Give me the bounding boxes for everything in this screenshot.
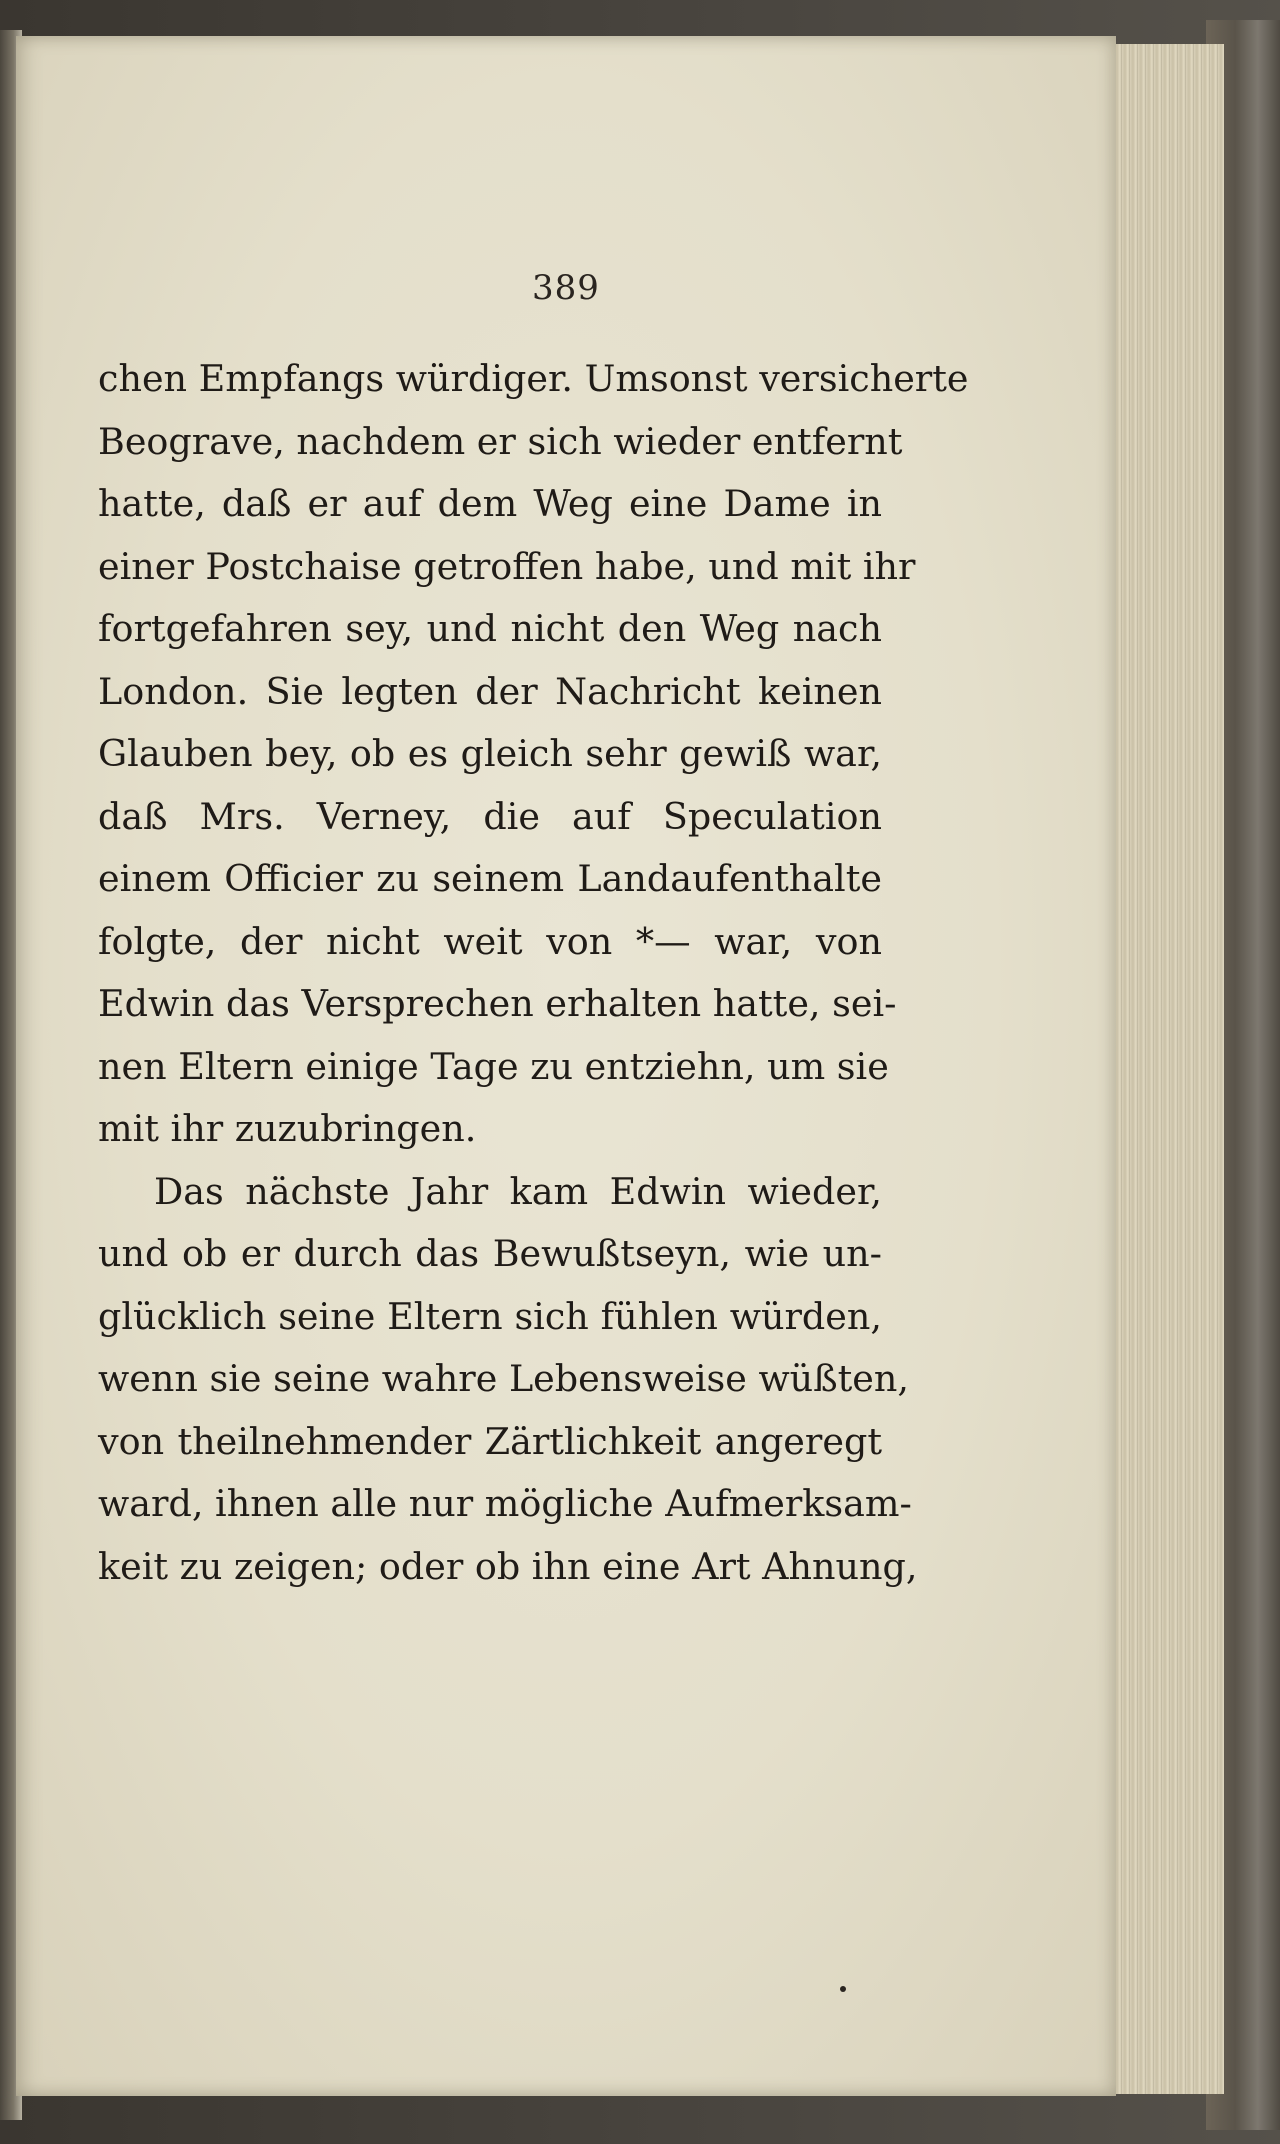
text-line: einer Postchaise getroffen habe, und mit ihr bbox=[98, 544, 916, 588]
page-stack-edges bbox=[1112, 44, 1224, 2094]
book-page bbox=[16, 36, 1116, 2096]
text-line: Das nächste Jahr kam Edwin wieder, bbox=[154, 1169, 882, 1213]
text-line: Edwin das Versprechen erhalten hatte, sei- bbox=[98, 982, 897, 1025]
text-line: daß Mrs. Verney, die auf Speculation bbox=[98, 794, 882, 838]
text-line: von theilnehmender Zärtlichkeit angeregt bbox=[98, 1419, 882, 1463]
text-line: hatte, daß er auf dem Weg eine Dame in bbox=[98, 482, 882, 525]
ink-speck bbox=[840, 1986, 846, 1992]
page-number: 389 bbox=[532, 268, 600, 308]
text-line: fortgefahren sey, und nicht den Weg nach bbox=[98, 607, 882, 650]
text-line: und ob er durch das Bewußtseyn, wie un- bbox=[98, 1232, 882, 1275]
text-line: wenn sie seine wahre Lebensweise wüßten, bbox=[98, 1357, 909, 1400]
text-line: Glauben bey, ob es gleich sehr gewiß war, bbox=[98, 732, 882, 775]
text-line: mit ihr zuzubringen. bbox=[98, 1107, 477, 1150]
text-line: nen Eltern einige Tage zu entziehn, um sie bbox=[98, 1044, 889, 1088]
text-line: Beograve, nachdem er sich wieder entfernt bbox=[98, 419, 903, 463]
paragraph bbox=[98, 348, 969, 1161]
text-line: glücklich seine Eltern sich fühlen würden, bbox=[98, 1294, 882, 1338]
text-line: London. Sie legten der Nachricht keinen bbox=[98, 669, 882, 713]
text-line: ward, ihnen alle nur mögliche Aufmerksam- bbox=[98, 1482, 912, 1525]
text-line: chen Empfangs würdiger. Umsonst versicherte bbox=[98, 357, 969, 400]
text-line: keit zu zeigen; oder ob ihn eine Art Ahnung, bbox=[98, 1544, 918, 1588]
body-text bbox=[98, 348, 969, 1598]
text-line: folgte, der nicht weit von *— war, von bbox=[98, 919, 882, 963]
text-line: einem Officier zu seinem Landaufenthalte bbox=[98, 857, 882, 900]
paragraph bbox=[98, 1161, 918, 1599]
